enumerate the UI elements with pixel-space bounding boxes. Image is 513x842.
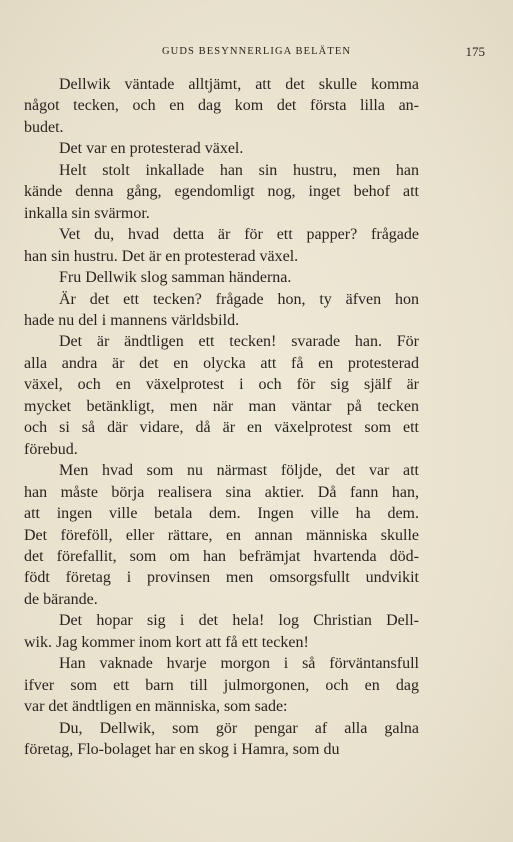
paragraph [24, 160, 419, 224]
paragraph [24, 653, 419, 717]
text-line: Helt stolt inkallade han sin hustru, men han [59, 161, 419, 179]
page-header [24, 44, 489, 62]
text-line: något tecken, och en dag kom det första lilla an- [24, 97, 419, 115]
text-line: och si så där vidare, då är en växelprotest som ett [24, 419, 419, 437]
paragraph [24, 331, 419, 460]
text-line: var det ändtligen en människa, som sade: [24, 698, 288, 716]
text-line: växel, och en växelprotest i och för sig själf är [24, 376, 419, 394]
text-line: Han vaknade hvarje morgon i så förväntansfull [59, 655, 419, 673]
text-line: alla andra är det en olycka att få en protesterad [24, 354, 419, 372]
text-line: de bärande. [24, 590, 98, 608]
text-line: Är det ett tecken? frågade hon, ty äfven hon [59, 290, 419, 308]
page-number: 175 [465, 44, 485, 59]
text-line: Men hvad som nu närmast följde, det var att [59, 462, 419, 480]
text-line: att ingen ville betala dem. Ingen ville ha dem. [24, 505, 419, 523]
text-line: Det är ändtligen ett tecken! svarade han. För [59, 333, 419, 351]
text-line: Dellwik väntade alltjämt, att det skulle komma [59, 76, 419, 93]
text-line: wik. Jag kommer inom kort att få ett tecken! [24, 633, 309, 651]
paragraph [24, 224, 419, 267]
paragraph [24, 74, 419, 138]
paragraph [24, 610, 419, 653]
running-title: GUDS BESYNNERLIGA BELÄTEN [161, 46, 352, 57]
text-line: han måste börja realisera sina aktier. Då fann han, [24, 483, 419, 501]
body-text [24, 74, 419, 761]
text-line: budet. [24, 118, 64, 136]
paragraph [24, 267, 419, 288]
text-line: Det var en protesterad växel. [59, 140, 244, 158]
text-line: han sin hustru. Det är en protesterad växel. [24, 247, 299, 265]
paragraph [24, 718, 419, 761]
text-line: det förefallit, som om han befrämjat hvartenda död- [24, 547, 419, 565]
paragraph [24, 460, 419, 610]
text-line: förebud. [24, 440, 78, 458]
text-line: Det föreföll, eller rättare, en annan människa skulle [24, 526, 419, 544]
text-line: kände denna gång, egendomligt nog, inget behof att [24, 183, 419, 201]
text-line: Fru Dellwik slog samman händerna. [59, 269, 292, 287]
paragraph [24, 138, 419, 159]
text-line: inkalla sin svärmor. [24, 204, 150, 222]
text-line: mycket betänkligt, men när man väntar på tecken [24, 397, 419, 415]
paragraph [24, 289, 419, 332]
text-line: Det hopar sig i det hela! log Christian Dell- [59, 612, 419, 630]
text-line: hade nu del i mannens världsbild. [24, 311, 240, 329]
text-line: födt företag i provinsen men omsorgsfullt undvikit [24, 569, 419, 587]
text-line: ifver som ett barn till julmorgonen, och en dag [24, 676, 419, 694]
text-line: Vet du, hvad detta är för ett papper? frågade [59, 226, 419, 244]
text-line: företag, Flo-bolaget har en skog i Hamra, som du [24, 741, 340, 759]
text-line: Du, Dellwik, som gör pengar af alla galna [59, 719, 419, 737]
